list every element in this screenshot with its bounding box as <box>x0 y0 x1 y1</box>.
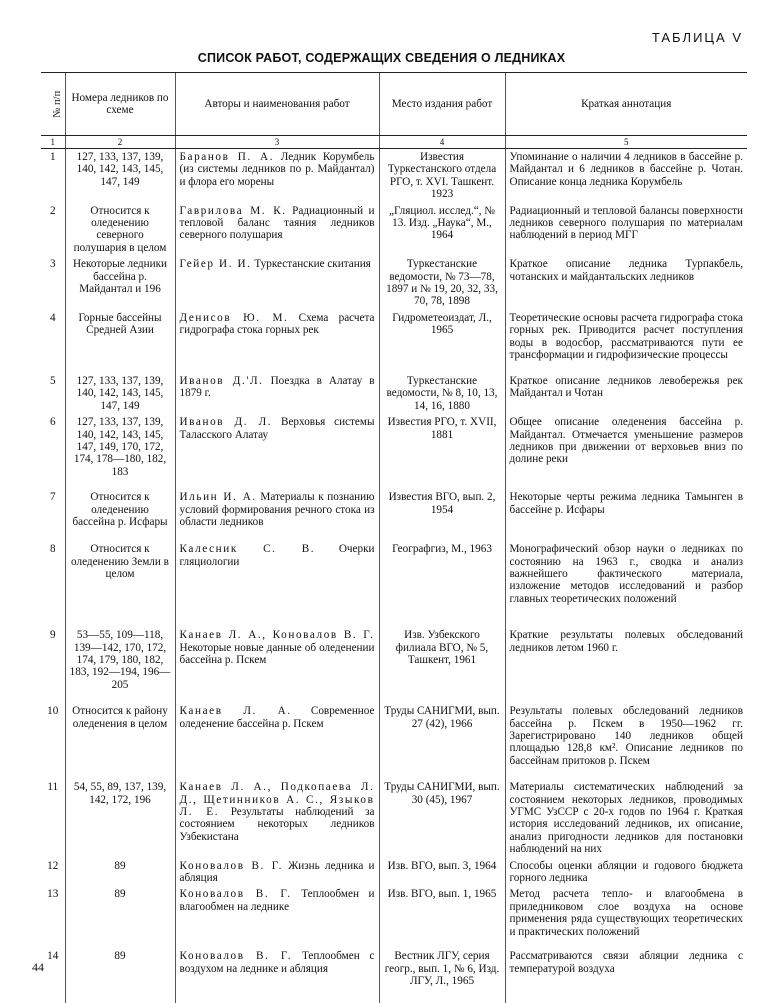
row-number: 2 <box>49 204 56 217</box>
author-and-title <box>175 886 379 948</box>
annotation: Рассматриваются связи абляции ледника с температурой воздуха <box>505 948 747 1003</box>
table-row <box>41 373 747 414</box>
publication-place: Труды САНИГМИ, вып. 27 (42), 1966 <box>379 703 505 779</box>
author-name: Денисов Ю. М. <box>179 311 289 324</box>
author-and-title <box>175 858 379 887</box>
author-and-title <box>175 627 379 703</box>
work-title: Современное оледенение бассейна р. Пскем <box>179 705 375 730</box>
annotation: Радиационный и тепловой балансы поверхности ледников северного полушария по материалам наблюдений в период МГГ <box>505 203 747 257</box>
glacier-numbers: 127, 133, 137, 139, 140, 142, 143, 145, 147, 149 <box>65 373 175 414</box>
annotation: Монографический обзор науки о ледниках по состоянию на 1963 г., сводка и анализ важнейшего фактического материала, изложение методов исследований и разбор главных теоретических положений <box>505 541 747 627</box>
glacier-numbers: 54, 55, 89, 137, 139, 142, 172, 196 <box>65 779 175 857</box>
publication-place: Известия ВГО, вып. 2, 1954 <box>379 489 505 541</box>
column-number-row <box>41 136 747 149</box>
author-and-title <box>175 703 379 779</box>
table-label: ТАБЛИЦА V <box>651 30 743 45</box>
table-row <box>41 627 747 703</box>
author-and-title <box>175 149 379 203</box>
glacier-numbers: Относится к району оледенения в целом <box>65 703 175 779</box>
glacier-works-table <box>41 72 747 1003</box>
author-name: Иванов Д. Л. <box>179 416 273 429</box>
header-row <box>41 73 747 136</box>
work-title: Результаты наблюдений за состоянием некоторых ледников Узбекистана <box>179 805 375 843</box>
author-name: Канаев Л. А., Коновалов В. Г. <box>179 629 375 642</box>
row-number: 10 <box>47 705 59 718</box>
header-authors: Авторы и наименования работ <box>175 73 379 136</box>
work-title: Материалы к познанию условий формирования речного стока из области ледников <box>179 491 375 528</box>
publication-place: „Гляциол. исслед.“, № 13. Изд. „Наука“, М., 1964 <box>379 203 505 257</box>
row-number: 7 <box>49 491 56 504</box>
publication-place: Туркестанские ведомости, № 73—78, 1897 и № 19, 20, 32, 33, 70, 78, 1898 <box>379 256 505 310</box>
annotation: Теоретические основы расчета гидрографа стока горных рек. Приводится расчет поступления воды в водосбор, рассматриваются пути ее трансформации и гидрофизические процессы <box>505 310 747 373</box>
glacier-numbers: Некоторые ледники бассейна р. Майдантал и 196 <box>65 256 175 310</box>
author-and-title <box>175 489 379 541</box>
author-name: Баранов П. А. <box>179 151 275 163</box>
work-title: Жизнь ледника и абляция <box>179 859 375 884</box>
table-row <box>41 703 747 779</box>
annotation: Метод расчета тепло- и влагообмена в приледниковом слое воздуха на основе применения ряда существующих теоретических и практических положений <box>505 886 747 948</box>
author-name: Канаев Л. А., Подкопаева Л. Д., Щетинников А. С., Языков Л. Е. <box>179 781 375 818</box>
publication-place: Труды САНИГМИ, вып. 30 (45), 1967 <box>379 779 505 857</box>
work-title: Поездка в Алатау в 1879 г. <box>179 374 375 400</box>
glacier-numbers: 89 <box>65 886 175 948</box>
author-name: Коновалов В. Г. <box>179 859 283 872</box>
publication-place: Известия РГО, т. XVII, 1881 <box>379 414 505 489</box>
glacier-numbers: 89 <box>65 858 175 887</box>
work-title: Очерки гляциологии <box>179 543 375 568</box>
row-number: 1 <box>49 151 56 163</box>
table-row <box>41 310 747 373</box>
publication-place: Туркестанские ведомости, № 8, 10, 13, 14, 16, 1880 <box>379 373 505 414</box>
glacier-numbers: Горные бассейны Средней Азии <box>65 310 175 373</box>
publication-place: Изв. ВГО, вып. 1, 1965 <box>379 886 505 948</box>
publication-place: Изв. Узбекского филиала ВГО, № 5, Ташкент, 1961 <box>379 627 505 703</box>
author-name: Гаврилова М. К. <box>179 204 287 217</box>
author-and-title <box>175 373 379 414</box>
work-title: Ледник Корумбель (из системы ледников по р. Майдантал) и флора его морены <box>179 151 375 188</box>
table-row <box>41 203 747 257</box>
annotation: Краткое описание ледников левобережья рек Майдантал и Чотан <box>505 373 747 414</box>
publication-place: Известия Туркестанского отдела РГО, т. XVI. Ташкент. 1923 <box>379 149 505 203</box>
glacier-numbers: 53—55, 109—118, 139—142, 170, 172, 174, 179, 180, 182, 183, 192—194, 196—205 <box>65 627 175 703</box>
header-place: Место издания работ <box>379 73 505 136</box>
author-name: Ильин И. А. <box>179 491 257 504</box>
work-title: Теплообмен с воздухом на леднике и абляция <box>179 950 375 975</box>
column-number: 2 <box>65 136 175 149</box>
table-row <box>41 541 747 627</box>
work-title: Радиационный и тепловой баланс таяния ледников северного полушария <box>179 204 375 242</box>
table-row <box>41 858 747 887</box>
author-name: Гейер И. И. <box>179 258 252 271</box>
column-number: 1 <box>41 136 65 149</box>
row-number: 9 <box>49 629 56 642</box>
column-number: 4 <box>379 136 505 149</box>
glacier-numbers: Относится к оледенению Земли в целом <box>65 541 175 627</box>
table-row <box>41 886 747 948</box>
author-name: Калесник С. В. <box>179 543 316 556</box>
annotation: Некоторые черты режима ледника Тамынген в бассейне р. Исфары <box>505 489 747 541</box>
page-title: СПИСОК РАБОТ, СОДЕРЖАЩИХ СВЕДЕНИЯ О ЛЕДНИКАХ <box>197 51 566 65</box>
work-title: Некоторые новые данные об оледенении бассейна р. Пскем <box>179 641 375 666</box>
row-number: 3 <box>49 258 56 271</box>
table-row <box>41 414 747 489</box>
glacier-numbers: Относится к оледенению бассейна р. Исфары <box>65 489 175 541</box>
work-title: Верховья системы Таласского Алатау <box>179 416 375 441</box>
row-number: 12 <box>47 859 59 872</box>
author-and-title <box>175 310 379 373</box>
annotation: Упоминание о наличии 4 ледников в бассейне р. Майдантал и 6 ледников в бассейне р. Чотан. Описание конца ледника Корумбель <box>505 149 747 203</box>
publication-place: Изв. ВГО, вып. 3, 1964 <box>379 858 505 887</box>
annotation: Краткие результаты полевых обследований ледников летом 1960 г. <box>505 627 747 703</box>
annotation: Результаты полевых обследований ледников бассейна р. Пскем в 1950—1962 гг. Зарегистрировано 140 ледников общей площадью 128,8 км². Описание ледников по бассейнам притоков р. Пскем <box>505 703 747 779</box>
row-number: 6 <box>49 416 56 429</box>
glacier-numbers: 127, 133, 137, 139, 140, 142, 143, 145, 147, 149 <box>65 149 175 203</box>
author-and-title <box>175 414 379 489</box>
column-number: 3 <box>175 136 379 149</box>
author-and-title <box>175 779 379 857</box>
row-number: 11 <box>47 781 59 794</box>
row-number: 14 <box>47 950 59 963</box>
annotation: Материалы систематических наблюдений за состоянием некоторых ледников, проводимых УГМС УзССР с 20-х годов по 1964 г. Краткая история исследований ледников, их описание, анализ пригодности ледников для постановки наблюдений на них <box>505 779 747 857</box>
table-row <box>41 779 747 857</box>
author-and-title <box>175 541 379 627</box>
author-and-title <box>175 203 379 257</box>
author-name: Коновалов В. Г. <box>179 950 293 963</box>
table-row <box>41 149 747 203</box>
publication-place: Вестник ЛГУ, серия геогр., вып. 1, № 6, Изд. ЛГУ, Л., 1965 <box>379 948 505 1003</box>
work-title: Туркестанские скитания <box>254 258 371 271</box>
row-number: 5 <box>49 374 56 387</box>
author-name: Иванов Д.'Л. <box>179 374 264 387</box>
column-number: 5 <box>505 136 747 149</box>
page-number: 44 <box>32 960 44 974</box>
author-and-title <box>175 948 379 1003</box>
table-row <box>41 256 747 310</box>
annotation: Общее описание оледенения бассейна р. Майдантал. Отмечается уменьшение размеров ледников при движении от верховьев вниз по долине реки <box>505 414 747 489</box>
row-number: 13 <box>47 888 59 901</box>
row-number: 8 <box>49 543 56 556</box>
header-no: № п/п <box>41 73 65 136</box>
publication-place: Географгиз, М., 1963 <box>379 541 505 627</box>
glacier-numbers: 127, 133, 137, 139, 140, 142, 143, 145, 147, 149, 170, 172, 174, 178—180, 182, 183 <box>65 414 175 489</box>
row-number: 4 <box>49 311 56 324</box>
table-row <box>41 948 747 1003</box>
header-annotation: Краткая аннотация <box>505 73 747 136</box>
glacier-numbers: Относится к оледенению северного полушария в целом <box>65 203 175 257</box>
author-name: Коновалов В. Г. <box>179 888 292 901</box>
author-name: Канаев Л. А. <box>179 705 292 718</box>
author-and-title <box>175 256 379 310</box>
work-title: Теплообмен и влагообмен на леднике <box>179 888 375 913</box>
annotation: Способы оценки абляции и годового бюджета горного ледника <box>505 858 747 887</box>
work-title: Схема расчета гидрографа стока горных рек <box>179 311 375 337</box>
header-glaciers: Номера ледников по схеме <box>65 73 175 136</box>
glacier-numbers: 89 <box>65 948 175 1003</box>
publication-place: Гидрометеоиздат, Л., 1965 <box>379 310 505 373</box>
annotation: Краткое описание ледника Турпакбель, чотанских и майдантальских ледников <box>505 256 747 310</box>
table-row <box>41 489 747 541</box>
